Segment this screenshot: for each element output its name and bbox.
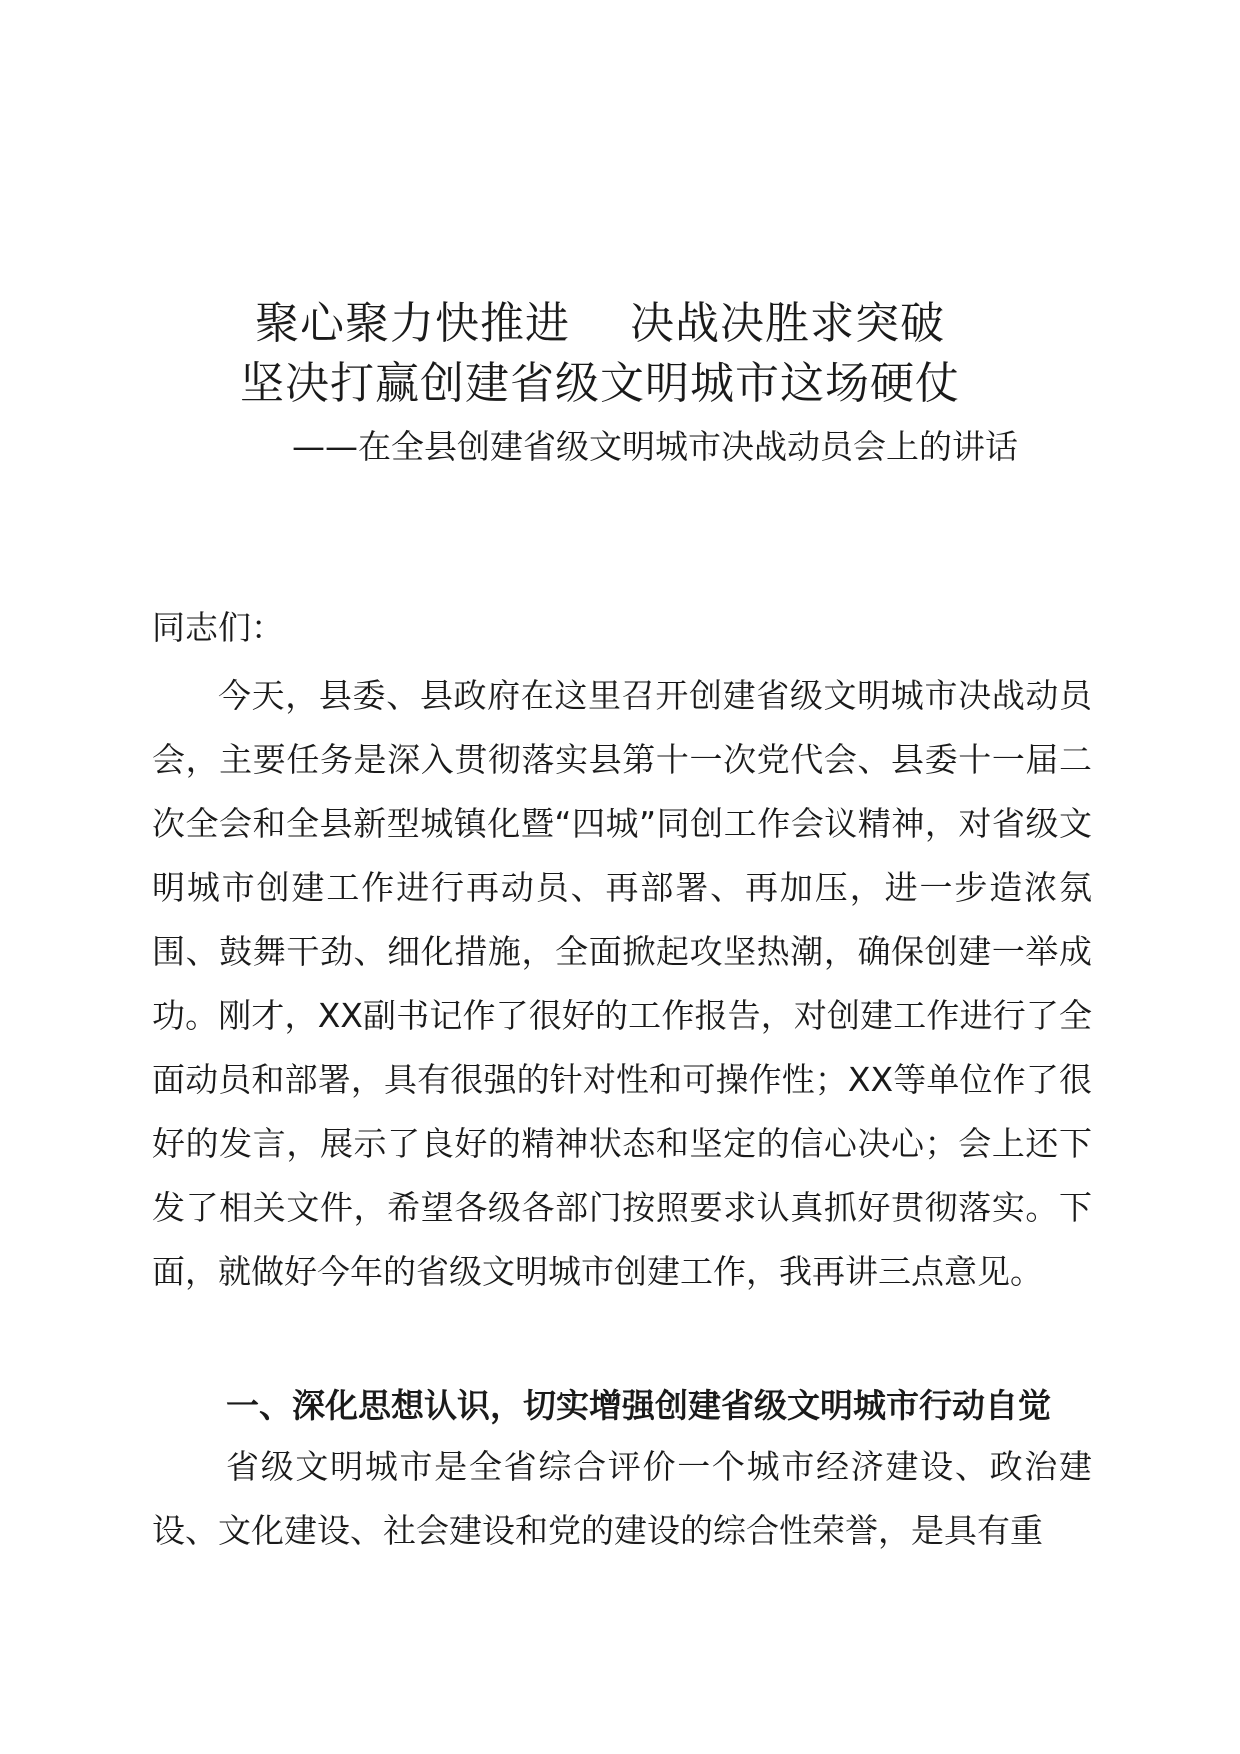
document-title-line-2: 坚决打赢创建省级文明城市这场硬仗 [240, 358, 960, 409]
document-subtitle: ——在全县创建省级文明城市决战动员会上的讲话 [292, 427, 1018, 466]
paragraph-opening: 今天，县委、县政府在这里召开创建省级文明城市决战动员会，主要任务是深入贯彻落实县第十一次党代会、县委十一届二次全会和全县新型城镇化暨“四城”同创工作会议精神，对省级文明城市创建工作进行再动员、再部署、再加压，进一步造浓氛围、鼓舞干劲、细化措施，全面掀起攻坚热潮，确保创建一举成功。刚才，XX副书记作了很好的工作报告，对创建工作进行了全面动员和部署，具有很强的针对性和可操作性；XX等单位作了很好的发言，展示了良好的精神状态和坚定的信心决心；会上还下发了相关文件，希望各级各部门按照要求认真抓好贯彻落实。下面，就做好今年的省级文明城市创建工作，我再讲三点意见。 [152, 676, 1092, 1291]
section-heading-1: 一、深化思想认识，切实增强创建省级文明城市行动自觉 [226, 1386, 1051, 1425]
salutation: 同志们： [152, 608, 284, 647]
paragraph-section-1: 省级文明城市是全省综合评价一个城市经济建设、政治建设、文化建设、社会建设和党的建设的综合性荣誉，是具有重 [152, 1447, 1092, 1550]
document-title-line-1: 聚心聚力快推进 决战决胜求突破 [255, 298, 945, 349]
